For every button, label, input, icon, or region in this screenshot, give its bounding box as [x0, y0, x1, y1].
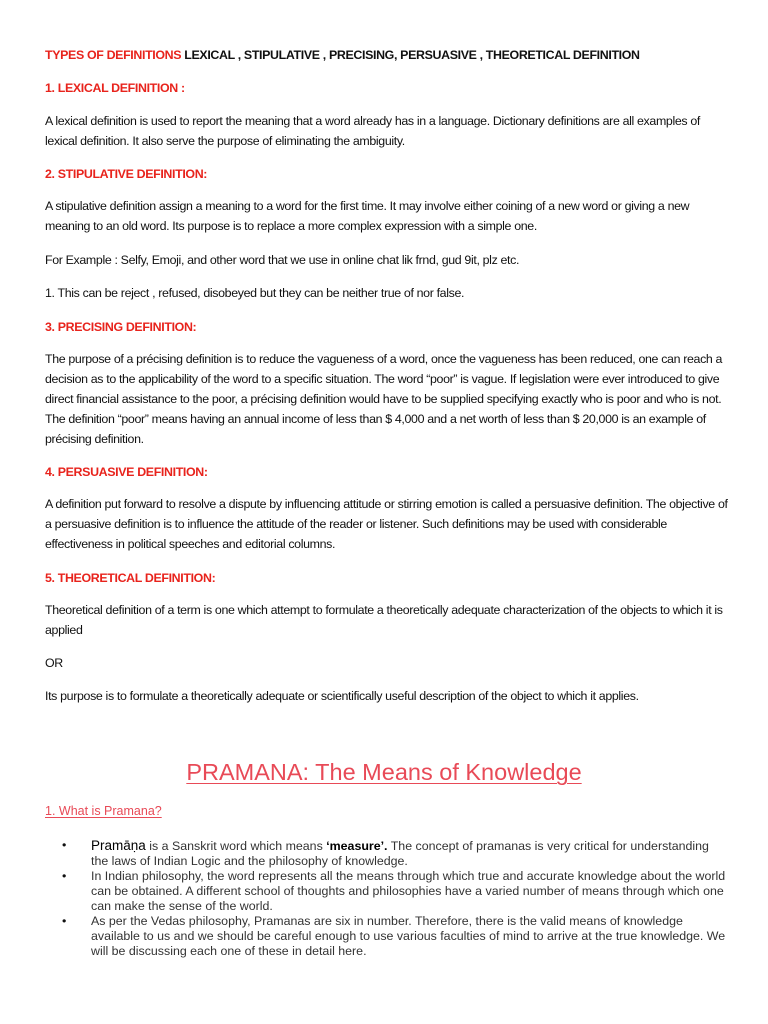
- theoretical-heading: 5. THEORETICAL DEFINITION:: [45, 571, 216, 585]
- stipulative-paragraph: A stipulative definition assign a meaning to a word for the first time. It may involve either coining of a new word or giving a new meaning to an old word. Its purpose is to replace a more complex expression with a simple one.: [45, 199, 690, 233]
- stipulative-note: 1. This can be reject , refused, disobeyed but they can be neither true of nor false.: [45, 286, 465, 300]
- theoretical-paragraph-2: Its purpose is to formulate a theoretically adequate or scientifically useful description of the object to which it applies.: [45, 689, 639, 703]
- header-rest: LEXICAL , STIPULATIVE , PRECISING, PERSUASIVE , THEORETICAL DEFINITION: [181, 48, 640, 62]
- pramana-term: Pramāṇa: [91, 838, 146, 853]
- persuasive-paragraph: A definition put forward to resolve a dispute by influencing attitude or stirring emotion is called a persuasive definition. The objective of a persuasive definition is to influence the attitude of the reader or listener. Such definitions may be used with considerable effectiveness in political speeches and editorial columns.: [45, 497, 728, 551]
- pramana-bullet-list: [62, 838, 727, 959]
- theoretical-or: OR: [45, 656, 63, 670]
- theoretical-paragraph: Theoretical definition of a term is one which attempt to formulate a theoretically adequate characterization of the objects to which it is applied: [45, 603, 723, 637]
- precising-paragraph: The purpose of a précising definition is to reduce the vagueness of a word, once the vagueness has been reduced, one can reach a decision as to the applicability of the word to a specific situation. The word “poor” is vague. If legislation were ever introduced to give direct financial assistance to the poor, a précising definition would have to be supplied specifying exactly who is poor and who is not. The definition “poor” means having an annual income of less than $ 4,000 and a net worth of less than $ 20,000 is an example of précising definition.: [45, 352, 723, 446]
- bullet-glyph: •: [62, 914, 67, 928]
- stipulative-example: For Example : Selfy, Emoji, and other word that we use in online chat lik frnd, gud 9it, plz etc.: [45, 253, 520, 267]
- document-header: [45, 45, 735, 65]
- stipulative-heading: 2. STIPULATIVE DEFINITION:: [45, 167, 208, 181]
- list-item: [62, 914, 727, 959]
- bullet-glyph: •: [62, 869, 67, 883]
- list-item: [62, 869, 727, 914]
- lexical-paragraph: A lexical definition is used to report the meaning that a word already has in a language. Dictionary definitions are all examples of lexical definition. It also serve the purpose of eliminating the ambiguity.: [45, 114, 700, 148]
- bullet-text-rest: The concept of pramanas is very critical for understanding the laws of Indian Logic and the philosophy of knowledge.: [91, 839, 709, 868]
- bullet-text: In Indian philosophy, the word represents all the means through which true and accurate knowledge about the world can be obtained. A different school of thoughts and philosophies have a varied number of means through which one can make the sense of the world.: [91, 869, 726, 913]
- bullet-glyph: •: [62, 838, 67, 852]
- pramana-title: PRAMANA: The Means of Knowledge: [186, 759, 582, 785]
- lexical-heading: 1. LEXICAL DEFINITION :: [45, 81, 185, 95]
- list-item: [62, 838, 727, 869]
- bullet-text-mid: is a Sanskrit word which means: [145, 839, 327, 853]
- persuasive-heading: 4. PERSUASIVE DEFINITION:: [45, 465, 208, 479]
- measure-quote: ‘measure’.: [326, 839, 388, 853]
- bullet-text: As per the Vedas philosophy, Pramanas are six in number. Therefore, there is the valid means of knowledge available to us and we should be careful enough to use various faculties of mind to arrive at the true knowledge. We will be discussing each one of these in detail here.: [91, 914, 726, 958]
- header-prefix: TYPES OF DEFINITIONS: [45, 48, 182, 62]
- precising-heading: 3. PRECISING DEFINITION:: [45, 320, 197, 334]
- pramana-subheading: 1. What is Pramana?: [45, 804, 162, 818]
